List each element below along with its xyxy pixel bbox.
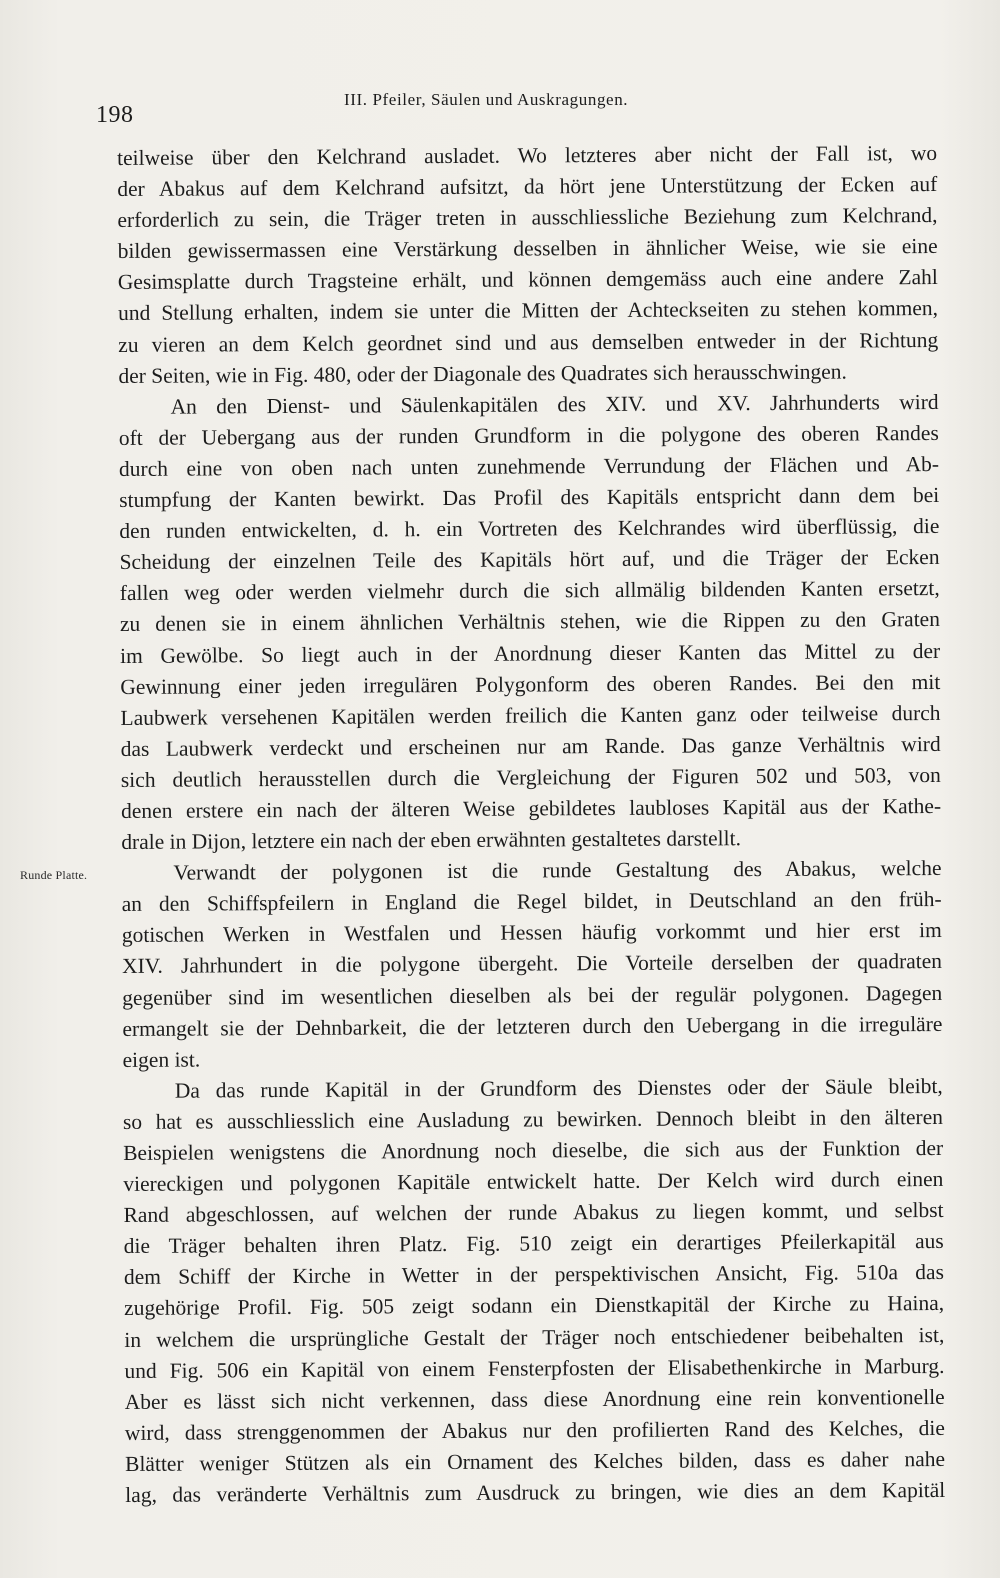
text-line: in welchem die ursprüngliche Gestalt der Träger noch entschiedener beibehalten ist, [124,1322,945,1352]
text-line: zu denen sie in einem ähnlichen Verhältnis stehen, wie die Rippen zu den Graten [119,607,940,637]
text-line: wird, dass strenggenommen der Abakus nur den profilierten Rand des Kelches, die [124,1415,945,1445]
text-line: im Gewölbe. So liegt auch in der Anordnung dieser Kanten das Mittel zu der [120,638,941,668]
text-line: das Laubwerk verdeckt und erscheinen nur am Rande. Das ganze Verhältnis wird [120,731,941,761]
text-line: und Fig. 506 ein Kapitäl von einem Fensterpfosten der Elisabethenkirche in Marburg. [124,1353,945,1383]
text-line: an den Schiffspfeilern in England die Regel bildet, in Deutschland an den früh- [121,887,942,917]
text-line: An den Dienst- und Säulenkapitälen des XIV. und XV. Jahrhunderts wird [170,389,939,419]
text-line: Beispielen wenigstens die Anordnung noch dieselbe, die sich aus der Funktion der [123,1135,944,1165]
text-line: durch eine von oben nach unten zunehmende Verrundung der Flächen und Ab- [118,451,940,481]
text-line: Aber es lässt sich nicht verkennen, dass diese Anordnung eine rein konventionelle [124,1384,945,1414]
text-line: Scheidung der einzelnen Teile des Kapitäls hört auf, und die Träger der Ecken [119,545,940,575]
text-line: den runden entwickelten, d. h. ein Vortreten des Kelchrandes wird überflüssig, die [119,514,940,544]
text-line: Da das runde Kapitäl in der Grundform des Dienstes oder der Säule bleibt, [174,1073,943,1103]
body-text [117,138,945,1511]
text-line: dem Schiff der Kirche in Wetter in der perspektivischen Ansicht, Fig. 510a das [123,1260,944,1290]
page-header [92,84,932,128]
text-line: Gesimsplatte durch Tragsteine erhält, und können demgemäss auch eine andere Zahl [117,265,938,295]
text-line: bilden gewissermassen eine Verstärkung desselben in ähnlicher Weise, wie sie eine [117,234,938,264]
text-line: teilweise über den Kelchrand ausladet. Wo letzteres aber nicht der Fall ist, wo [117,140,938,170]
text-line: lag, das veränderte Verhältnis zum Ausdruck zu bringen, wie dies an dem Kapitäl [125,1477,946,1508]
running-title: III. Pfeiler, Säulen und Auskragungen. [344,90,629,109]
text-line: fallen weg oder werden vielmehr durch die sich allmälig bildenden Kanten ersetzt, [119,576,940,606]
text-line: Laubwerk versehenen Kapitälen werden freilich die Kanten ganz oder teilweise durch [120,700,941,730]
text-line: Rand abgeschlossen, auf welchen der runde Abakus zu liegen kommt, und selbst [123,1198,944,1228]
text-line: gegenüber sind im wesentlichen dieselben als bei der regulär polygonen. Dagegen [122,980,943,1010]
text-line: oft der Uebergang aus der runden Grundform in die polygone des oberen Randes [118,420,939,450]
text-line: erforderlich zu sein, die Träger treten in ausschliessliche Beziehung zum Kelchrand, [117,203,938,233]
text-line: stumpfung der Kanten bewirkt. Das Profil des Kapitäls entspricht dann dem bei [119,483,940,513]
text-line: die Träger behalten ihren Platz. Fig. 510 zeigt ein derartiges Pfeilerkapitäl aus [123,1229,944,1259]
text-line: und Stellung erhalten, indem sie unter die Mitten der Achteckseiten zu stehen kommen, [117,296,939,326]
text-line: so hat es ausschliesslich eine Ausladung zu bewirken. Dennoch bleibt in den älteren [122,1104,944,1134]
text-line: zu vieren an dem Kelch geordnet sind und aus demselben entweder in der Richtung [118,327,939,357]
text-line: gotischen Werken in Westfalen und Hessen häufig vorkommt und hier erst im [121,918,942,948]
text-line: Gewinnung einer jeden irregulären Polygonform des oberen Randes. Bei den mit [120,669,941,699]
text-line: Blätter weniger Stützen als ein Ornament des Kelches bilden, dass es daher nahe [124,1446,946,1476]
text-line: denen erstere ein nach der älteren Weise gebildetes laubloses Kapitäl aus der Kathe- [121,793,942,823]
text-line: eigen ist. [122,1047,201,1072]
text-line: ermangelt sie der Dehnbarkeit, die der letzteren durch den Uebergang in die irreguläre [122,1011,943,1041]
text-line: sich deutlich herausstellen durch die Vergleichung der Figuren 502 und 503, von [120,762,941,792]
text-line: XIV. Jahrhundert in die polygone übergeht. Die Vorteile derselben der quadraten [121,949,943,979]
text-line: viereckigen und polygonen Kapitäle entwickelt hatte. Der Kelch wird durch einen [123,1167,944,1197]
text-line: Verwandt der polygonen ist die runde Gestaltung des Abakus, welche [173,856,942,885]
text-line: drale in Dijon, letztere ein nach der eben erwähnten gestaltetes darstellt. [121,826,741,855]
page-number: 198 [96,102,134,128]
text-line: der Seiten, wie in Fig. 480, oder der Diagonale des Quadrates sich herausschwingen. [118,359,847,388]
text-line: zugehörige Profil. Fig. 505 zeigt sodann ein Dienstkapitäl der Kirche zu Haina, [124,1291,945,1321]
marginal-note: Runde Platte. [20,868,88,882]
text-line: der Abakus auf dem Kelchrand aufsitzt, da hört jene Unterstützung der Ecken auf [117,172,938,202]
